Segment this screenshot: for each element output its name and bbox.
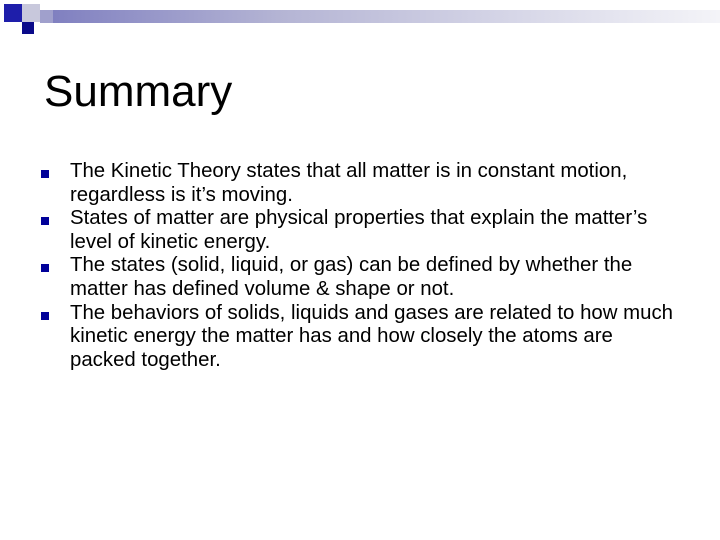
corner-square-small — [40, 10, 53, 23]
corner-square-light — [22, 4, 40, 22]
slide-title: Summary — [44, 67, 233, 116]
bullet-text: States of matter are physical properties that explain the matter’s level of kinetic energy. — [70, 207, 648, 253]
header-gradient-band — [0, 0, 720, 44]
bullet-item — [40, 254, 680, 301]
square-bullet-icon — [41, 217, 49, 225]
bullet-list — [40, 160, 680, 372]
bullet-item — [40, 160, 680, 207]
bullet-item — [40, 302, 680, 373]
square-bullet-icon — [41, 264, 49, 272]
header-gradient-bar — [40, 10, 720, 23]
corner-square-accent — [22, 22, 34, 34]
square-bullet-icon — [41, 312, 49, 320]
bullet-text: The behaviors of solids, liquids and gases are related to how much kinetic energy the matter has and how closely the atoms are packed together. — [70, 301, 673, 371]
bullet-text: The states (solid, liquid, or gas) can be defined by whether the matter has defined volume & shape or not. — [70, 254, 633, 300]
corner-square-large — [4, 4, 22, 22]
bullet-item — [40, 207, 680, 254]
square-bullet-icon — [41, 170, 49, 178]
bullet-text: The Kinetic Theory states that all matter is in constant motion, regardless is it’s moving. — [70, 160, 628, 206]
